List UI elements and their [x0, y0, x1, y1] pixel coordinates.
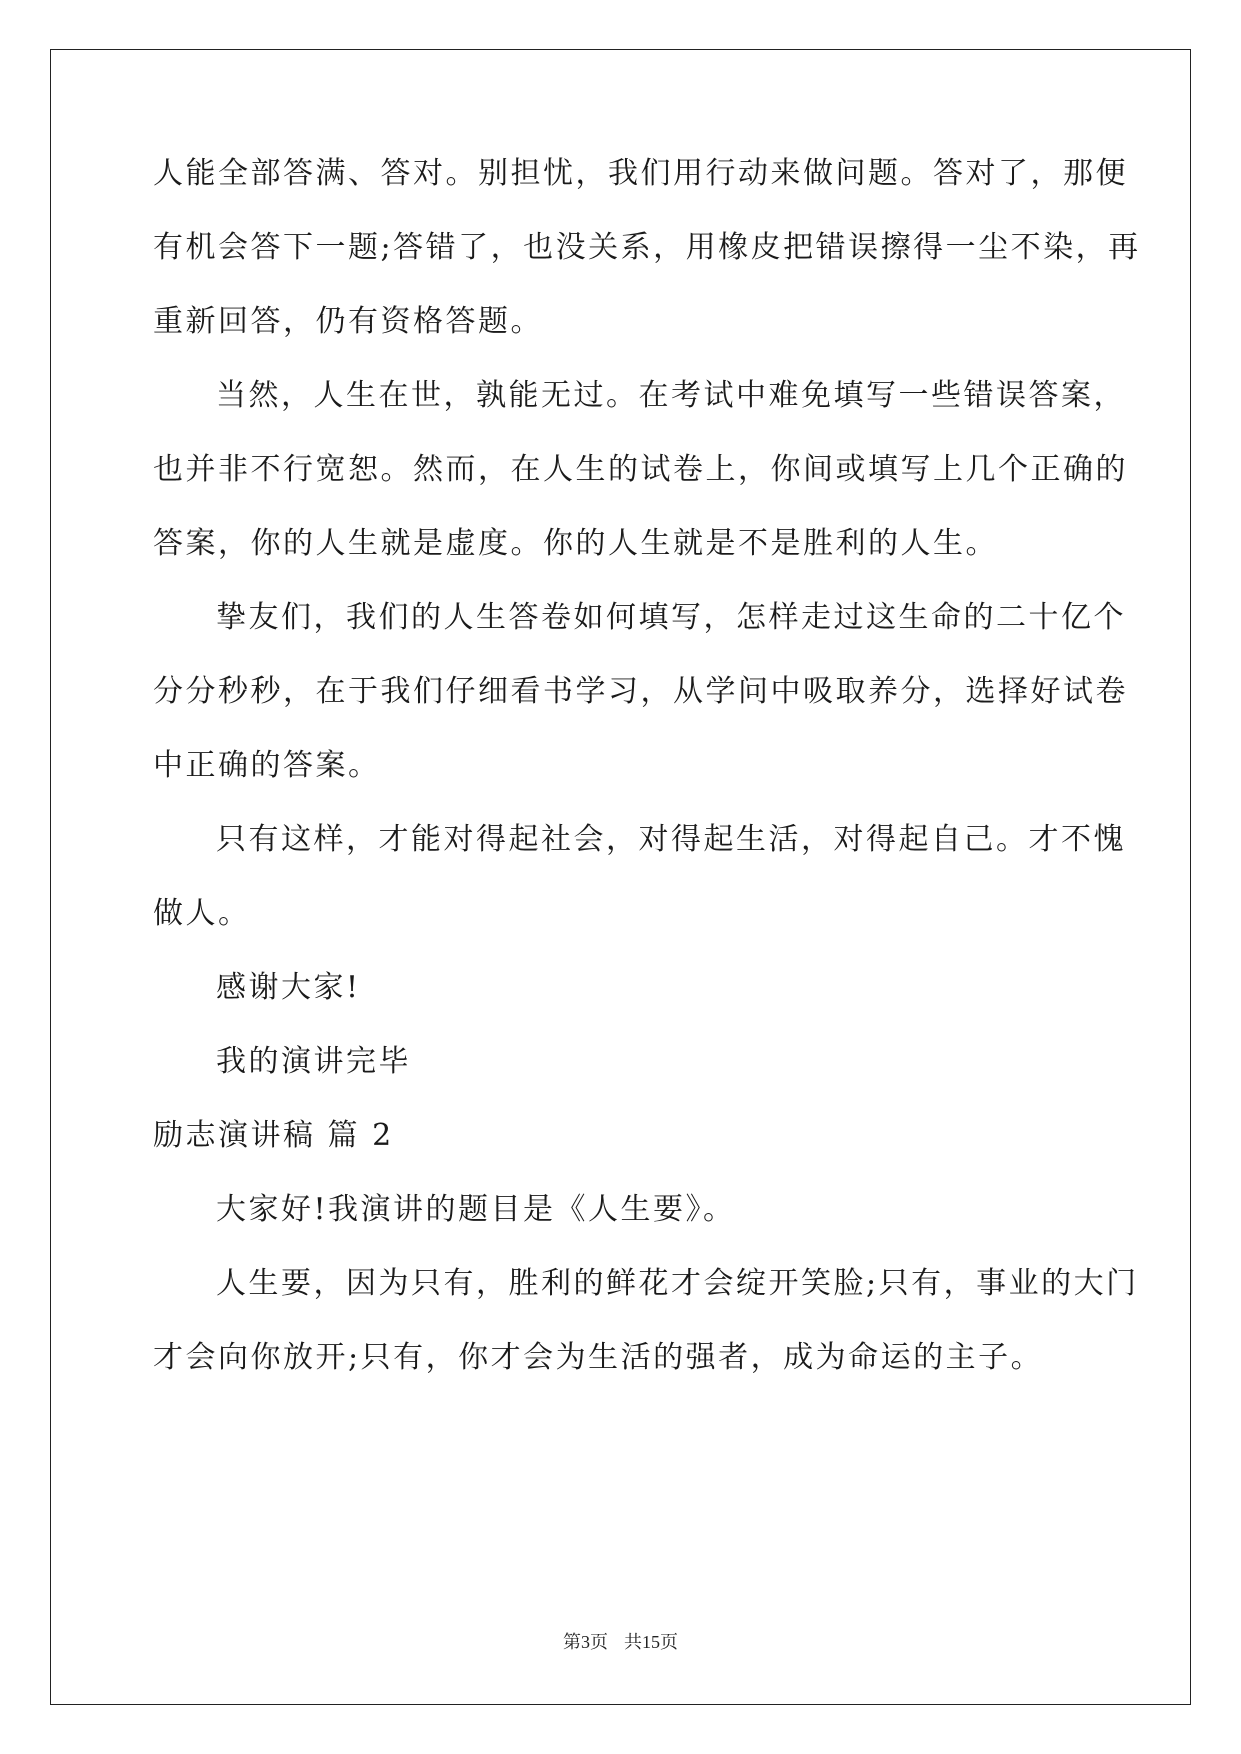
- paragraph-line: 大家好!我演讲的题目是《人生要》。: [216, 1192, 736, 1227]
- paragraph-line: 中正确的答案。: [153, 748, 381, 783]
- page-number-current: 第3页: [563, 1632, 608, 1652]
- page-footer: [0, 1630, 1241, 1654]
- paragraph-line: 也并非不行宽恕。然而，在人生的试卷上，你间或填写上几个正确的: [153, 452, 1128, 487]
- paragraph-line: 重新回答，仍有资格答题。: [153, 304, 543, 339]
- paragraph-line: 只有这样，才能对得起社会，对得起生活，对得起自己。才不愧: [216, 822, 1126, 857]
- paragraph-line: 感谢大家!: [216, 970, 361, 1005]
- section-heading: 励志演讲稿 篇 2: [153, 1118, 394, 1153]
- paragraph-line: 当然，人生在世，孰能无过。在考试中难免填写一些错误答案，: [216, 378, 1126, 413]
- paragraph-line: 做人。: [153, 896, 251, 931]
- page-border: [50, 49, 1191, 1705]
- paragraph-line: 有机会答下一题;答错了，也没关系，用橡皮把错误擦得一尘不染，再: [153, 230, 1141, 265]
- paragraph-line: 人能全部答满、答对。别担忧，我们用行动来做问题。答对了，那便: [153, 156, 1128, 191]
- paragraph-line: 才会向你放开;只有，你才会为生活的强者，成为命运的主子。: [153, 1340, 1044, 1375]
- paragraph-line: 人生要，因为只有，胜利的鲜花才会绽开笑脸;只有，事业的大门: [216, 1266, 1139, 1301]
- paragraph-line: 答案，你的人生就是虚度。你的人生就是不是胜利的人生。: [153, 526, 998, 561]
- page-number-total: 共15页: [624, 1632, 678, 1652]
- paragraph-line: 挚友们，我们的人生答卷如何填写，怎样走过这生命的二十亿个: [216, 600, 1126, 635]
- paragraph-line: 我的演讲完毕: [216, 1044, 411, 1079]
- paragraph-line: 分分秒秒，在于我们仔细看书学习，从学问中吸取养分，选择好试卷: [153, 674, 1128, 709]
